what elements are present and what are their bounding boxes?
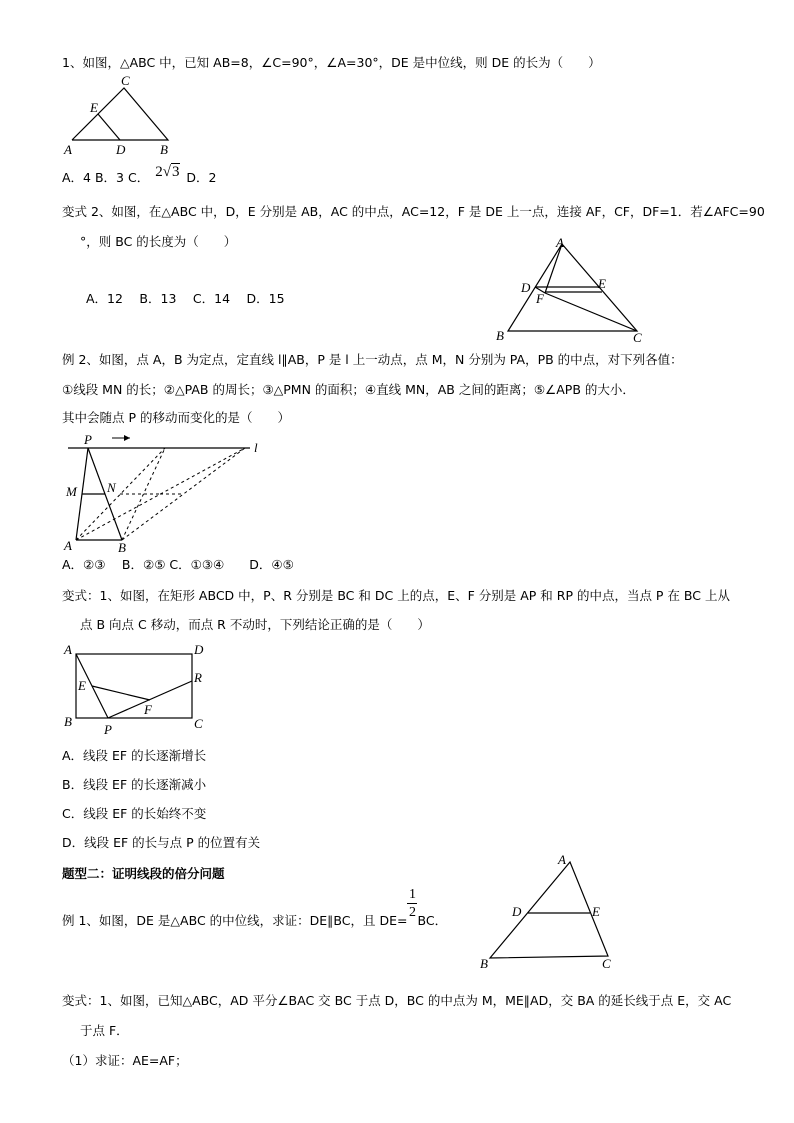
ex2-options: A．②③ B．②⑤ C．①③④ D．④⑤ (62, 557, 294, 572)
type2-label-a: A (558, 852, 566, 867)
v1-option-c: C．线段 EF 的长始终不变 (62, 806, 207, 821)
v3-stem-line2: 于点 F． (80, 1023, 129, 1038)
ex2-stem-line3: 其中会随点 P 的移动而变化的是（ ） (62, 410, 290, 425)
v1-option-a: A．线段 EF 的长逐渐增长 (62, 748, 207, 763)
v1-label-f: F (144, 702, 152, 717)
v1-label-a: A (64, 642, 72, 657)
q1-label-a: A (64, 142, 72, 157)
ex2-label-b: B (118, 540, 126, 555)
q1-options (62, 164, 217, 186)
q1-options-suffix: D．2 (186, 170, 217, 185)
q1-label-d: D (116, 142, 126, 157)
fraction-denominator: 2 (408, 905, 416, 920)
v1-label-p: P (104, 722, 112, 737)
ex2-stem-line2: ①线段 MN 的长；②△PAB 的周长；③△PMN 的面积；④直线 MN，AB 之间的距离；⑤∠APB 的大小． (62, 382, 635, 397)
v1-option-b: B．线段 EF 的长逐渐减小 (62, 777, 207, 792)
q1-options-prefix: A．4 B．3 C． (62, 170, 150, 185)
type2-ex1 (62, 887, 448, 929)
v2-label-d: D (521, 280, 531, 295)
v2-label-e: E (598, 276, 606, 291)
v1-option-d: D．线段 EF 的长与点 P 的位置有关 (62, 835, 261, 850)
type2-fraction (407, 887, 417, 925)
ex2-figure (60, 430, 270, 555)
type2-label-c: C (602, 956, 611, 971)
ex2-label-p: P (84, 432, 92, 447)
radical-arg: 3 (171, 164, 180, 180)
v2-stem-line1: 变式 2、如图，在△ABC 中，D，E 分别是 AB，AC 的中点，AC=12，F 是 DE 上一点，连接 AF，CF，DF=1．若∠AFC=90 (62, 204, 765, 219)
v1-label-d: D (194, 642, 204, 657)
q1-stem: 1、如图，△ABC 中，已知 AB=8，∠C=90°，∠A=30°，DE 是中位线，则 DE 的长为（ ） (62, 55, 601, 70)
q1-label-c: C (121, 73, 130, 88)
type2-label-d: D (512, 904, 522, 919)
q1-figure (60, 73, 200, 157)
v3-part1: （1）求证：AE=AF； (62, 1053, 188, 1068)
ex2-stem-line1: 例 2、如图，点 A，B 为定点，定直线 l∥AB，P 是 l 上一动点，点 M，N 分别为 PA，PB 的中点，对下列各值： (62, 352, 683, 367)
v2-label-a: A (556, 235, 564, 250)
radical-sign: √ (162, 164, 171, 180)
type2-label-e: E (592, 904, 600, 919)
v3-stem-line1: 变式：1、如图，已知△ABC，AD 平分∠BAC 交 BC 于点 D，BC 的中点为 M，ME∥AD，交 BA 的延长线于点 E，交 AC (62, 993, 732, 1008)
ex2-label-n: N (107, 480, 116, 495)
v2-stem-line2: °，则 BC 的长度为（ ） (80, 234, 237, 249)
type2-figure (478, 852, 628, 972)
v2-options: A．12 B．13 C．14 D．15 (86, 291, 285, 306)
type2-label-b: B (480, 956, 488, 971)
type2-heading: 题型二：证明线段的倍分问题 (62, 866, 225, 881)
v2-label-b: B (496, 328, 504, 343)
q1-option-c-radical (155, 164, 180, 180)
type2-ex1-pre: 例 1、如图，DE 是△ABC 的中位线，求证：DE∥BC，且 DE= (62, 913, 408, 928)
fraction-numerator: 1 (408, 887, 416, 902)
v1-label-e: E (78, 678, 86, 693)
v1-stem-line2: 点 B 向点 C 移动，而点 R 不动时，下列结论正确的是（ ） (80, 617, 430, 632)
v1-stem-line1: 变式：1、如图，在矩形 ABCD 中，P、R 分别是 BC 和 DC 上的点，E、F 分别是 AP 和 RP 的中点，当点 P 在 BC 上从 (62, 588, 730, 603)
ex2-label-m: M (66, 484, 77, 499)
v2-label-c: C (633, 330, 642, 345)
v2-figure (492, 236, 662, 346)
v1-figure (60, 642, 220, 742)
type2-ex1-post: BC． (417, 913, 448, 928)
v1-label-b: B (64, 714, 72, 729)
radical-coef: 2 (155, 164, 163, 180)
ex2-label-a: A (64, 538, 72, 553)
v1-label-r: R (194, 670, 202, 685)
q1-label-b: B (160, 142, 168, 157)
q1-label-e: E (90, 100, 98, 115)
v2-label-f: F (536, 291, 544, 306)
v1-label-c: C (194, 716, 203, 731)
ex2-label-l: l (254, 440, 258, 455)
